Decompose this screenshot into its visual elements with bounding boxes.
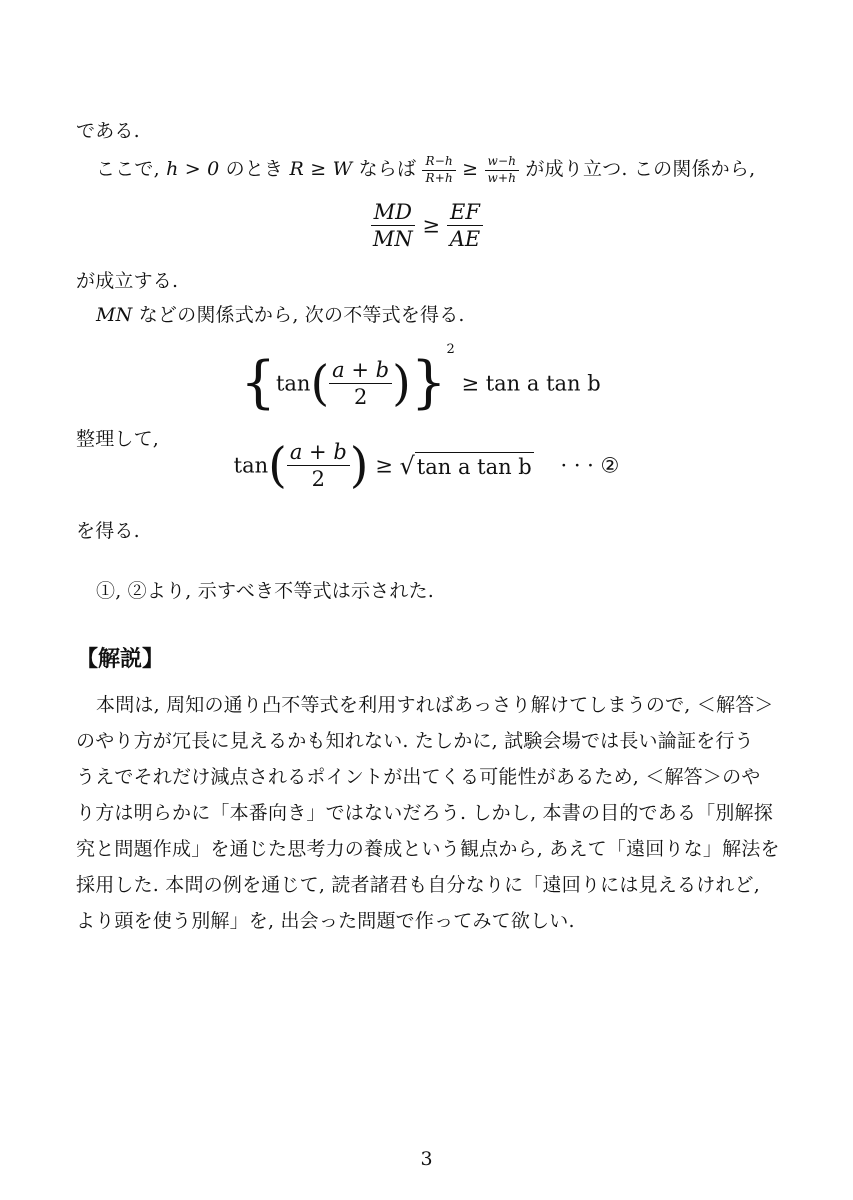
geq-symbol: ≥ xyxy=(462,158,479,180)
fraction-ef-ae: $\frac{EF}{AE}$ xyxy=(447,200,484,251)
condition-line xyxy=(96,154,755,185)
geq-symbol: ≥ xyxy=(422,213,440,238)
exponent: 2 xyxy=(446,342,455,357)
small-fraction-1: $\frac{R-h}{R+h}$ xyxy=(422,155,455,186)
geq-symbol: ≥ xyxy=(375,453,393,478)
tan-function: tan xyxy=(275,371,311,396)
fraction-ab-2: $\frac{a + b}{2}$ xyxy=(329,358,392,409)
condition-text-1: ここで, xyxy=(96,158,167,180)
equation-label: · · · ② xyxy=(560,453,620,478)
display-equation-2: {tan( $\frac{a + b}{2}$ )}$^2$ ≥ tan a tan b xyxy=(240,342,601,416)
small-fraction-2: $\frac{w-h}{w+h}$ xyxy=(485,155,520,186)
display-equation-3: tan( $\frac{a + b}{2}$ ) ≥ √tan a tan b · · · ② xyxy=(233,437,620,494)
fraction-ab-2: $\frac{a + b}{2}$ xyxy=(287,440,350,491)
commentary-line-7: より頭を使う別解」を, 出会った問題で作ってみて欲しい. xyxy=(76,910,575,932)
sqrt-expression: √tan a tan b xyxy=(399,451,532,480)
mn-text: などの関係式から, 次の不等式を得る. xyxy=(132,304,465,326)
commentary-line-2: のやり方が冗長に見えるかも知れない. たしかに, 試験会場では長い論証を行う xyxy=(76,730,754,752)
conclusion-line: ①, ②より, 示すべき不等式は示された. xyxy=(96,580,435,602)
condition-text-2: のとき xyxy=(219,158,290,180)
commentary-line-3: うえでそれだけ減点されるポイントが出てくる可能性があるため, ＜解答＞のや xyxy=(76,766,761,788)
condition-text-3: ならば xyxy=(352,158,423,180)
rhs-expression: ≥ tan a tan b xyxy=(461,371,601,396)
condition-math-1: h > 0 xyxy=(166,158,220,180)
commentary-line-1: 本問は, 周知の通り凸不等式を利用すればあっさり解けてしまうので, ＜解答＞ xyxy=(96,694,774,716)
commentary-line-4: り方は明らかに「本番向き」ではないだろう. しかし, 本書の目的である「別解探 xyxy=(76,802,773,824)
arrange-line: 整理して, xyxy=(76,428,160,450)
commentary-line-5: 究と問題作成」を通じた思考力の養成という観点から, あえて「遠回りな」解法を xyxy=(76,838,780,860)
display-equation-1 xyxy=(0,200,853,251)
commentary-line-6: 採用した. 本問の例を通じて, 読者諸君も自分なりに「遠回りには見えるけれど, xyxy=(76,874,760,896)
holds-line: が成立する. xyxy=(76,270,179,292)
page-number: 3 xyxy=(420,1148,433,1170)
mn-line xyxy=(96,300,465,330)
section-heading: 【解説】 xyxy=(76,647,165,672)
condition-math-2: R ≥ W xyxy=(289,158,353,180)
mn-math: MN xyxy=(96,304,133,326)
fraction-md-mn: $\frac{MD}{MN}$ xyxy=(370,200,416,251)
tan-function: tan xyxy=(233,453,269,478)
obtain-line: を得る. xyxy=(76,520,140,542)
intro-line: である. xyxy=(76,120,140,142)
condition-text-4: が成り立つ. この関係から, xyxy=(519,158,756,180)
